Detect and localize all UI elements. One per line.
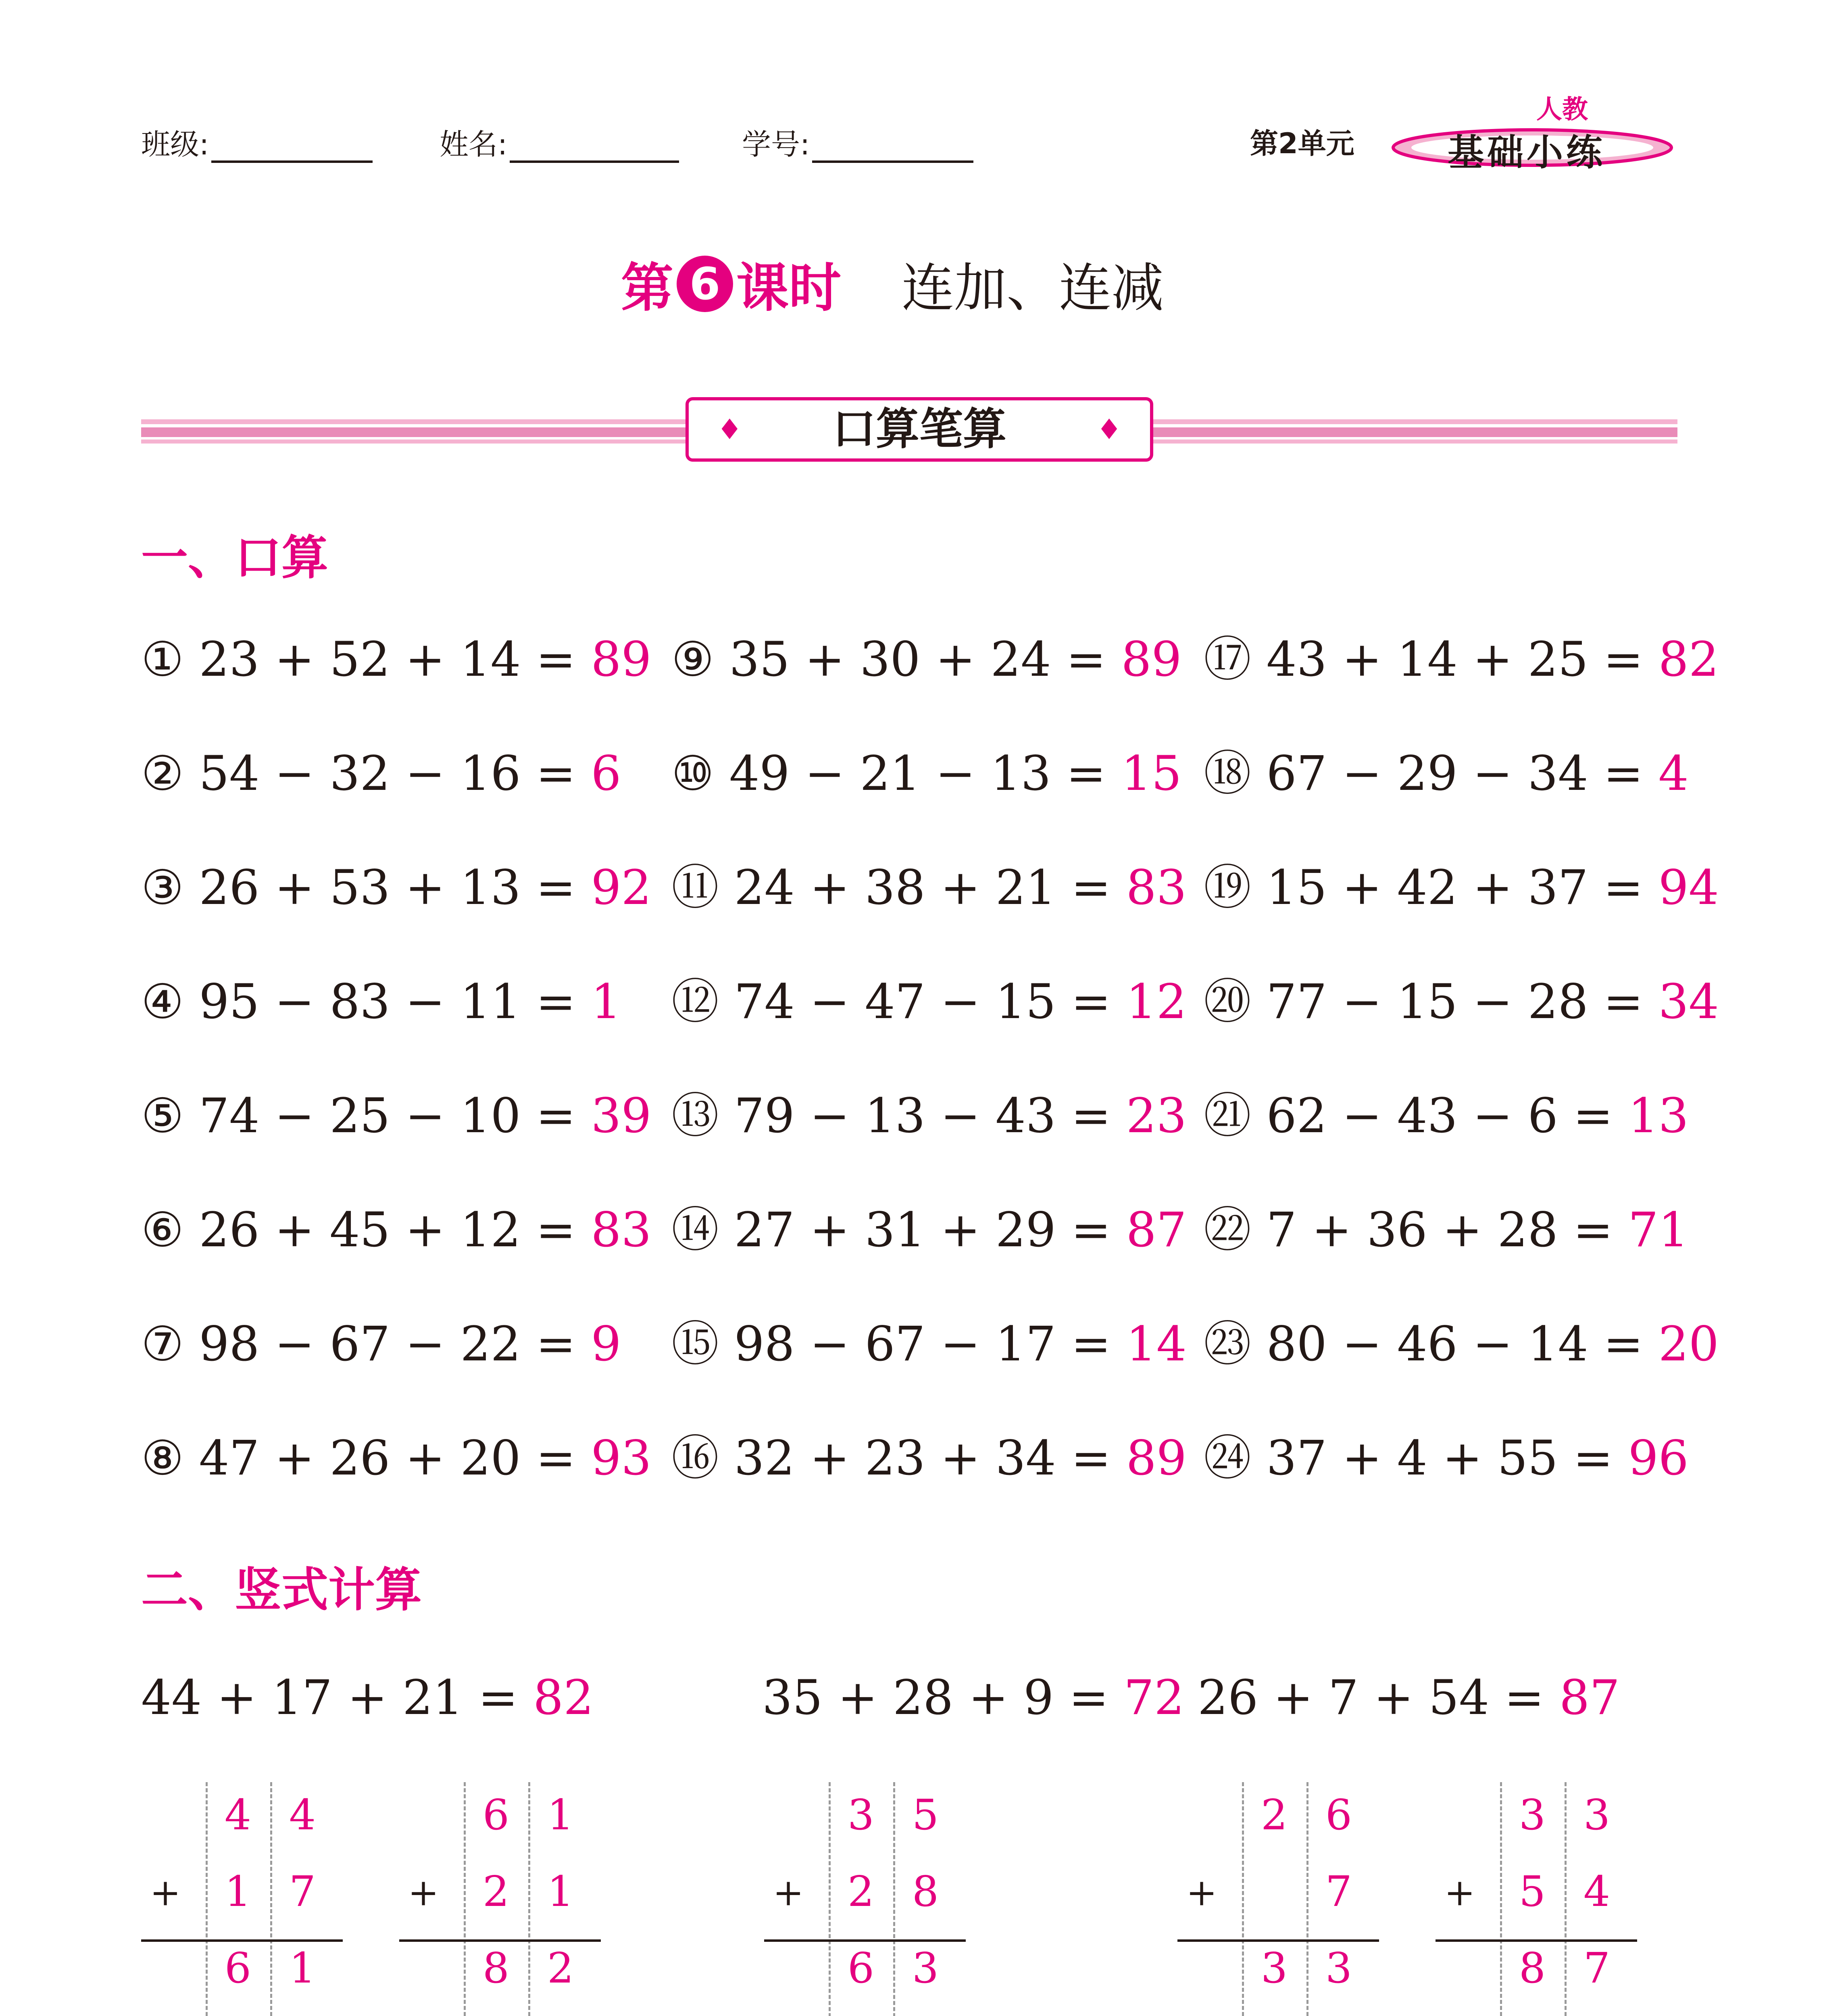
diamond-icon: ♦ <box>717 413 742 446</box>
vertical-digit: 6 <box>224 1943 252 1993</box>
vertical-digit: 2 <box>482 1867 510 1916</box>
problem-number: ⑭ <box>671 1202 719 1258</box>
problem-expression: 54 − 32 − 16 = <box>199 746 591 801</box>
plus-sign: + <box>1444 1871 1475 1914</box>
problem-answer: 13 <box>1628 1088 1689 1143</box>
problem-number: ㉒ <box>1204 1202 1252 1258</box>
vertical-digit: 1 <box>289 1943 316 1993</box>
oral-problem <box>141 1087 652 1144</box>
problem-answer: 9 <box>591 1316 621 1372</box>
section-written-title: 二、竖式计算 <box>141 1563 422 1617</box>
problem-number: ⑦ <box>141 1316 184 1372</box>
problem-number: ① <box>141 631 184 687</box>
class-field: 班级: <box>141 121 373 163</box>
problem-number: ⑧ <box>141 1430 184 1486</box>
vertical-digit: 7 <box>1325 1867 1352 1916</box>
plus-sign: + <box>150 1871 181 1914</box>
written-problem: 35 + 28 + 9 = 72 <box>762 1670 1185 1725</box>
problem-answer: 34 <box>1658 974 1719 1029</box>
vertical-digit: 6 <box>482 1790 510 1839</box>
problem-expression: 26 + 45 + 12 = <box>199 1202 591 1258</box>
problem-answer: 94 <box>1658 860 1719 915</box>
problem-number: ⑬ <box>671 1088 719 1143</box>
problem-answer: 14 <box>1126 1316 1187 1372</box>
oral-problem <box>141 1430 652 1486</box>
oral-problem <box>1204 973 1719 1030</box>
plus-sign: + <box>1186 1871 1217 1914</box>
written-problem: 44 + 17 + 21 = 82 <box>141 1670 594 1725</box>
name-field: 姓名: <box>440 121 679 163</box>
oral-problem <box>671 1430 1187 1486</box>
problem-answer: 93 <box>591 1430 652 1486</box>
problem-answer: 82 <box>1658 631 1719 687</box>
class-blank[interactable] <box>211 160 373 163</box>
problem-number: ㉑ <box>1204 1088 1252 1143</box>
section-oral-title: 一、口算 <box>141 531 328 585</box>
problem-answer: 92 <box>591 860 652 915</box>
problem-expression: 80 − 46 − 14 = <box>1266 1316 1658 1372</box>
vertical-digit: 8 <box>912 1867 939 1916</box>
problem-expression: 95 − 83 − 11 = <box>199 974 591 1029</box>
problem-expression: 77 − 15 − 28 = <box>1266 974 1658 1029</box>
problem-expression: 37 + 4 + 55 = <box>1266 1430 1628 1486</box>
problem-number: ㉓ <box>1204 1316 1252 1372</box>
id-field: 学号: <box>742 121 973 163</box>
oral-problem <box>1204 631 1719 687</box>
problem-expression: 23 + 52 + 14 = <box>199 631 591 687</box>
problem-number: ⑩ <box>671 746 714 801</box>
sum-line <box>399 1939 601 1942</box>
id-blank[interactable] <box>812 160 973 163</box>
written-problem: 26 + 7 + 54 = 87 <box>1198 1670 1620 1725</box>
lesson-number-badge: 6 <box>677 256 733 312</box>
vertical-digit: 3 <box>1325 1943 1352 1993</box>
vertical-digit: 3 <box>1583 1790 1611 1839</box>
vertical-digit: 1 <box>547 1867 574 1916</box>
vertical-digit: 5 <box>1519 1867 1546 1916</box>
problem-answer: 23 <box>1126 1088 1187 1143</box>
plus-sign: + <box>408 1871 439 1914</box>
problem-number: ⑮ <box>671 1316 719 1372</box>
vertical-digit: 4 <box>1583 1867 1611 1916</box>
problem-expression: 43 + 14 + 25 = <box>1266 631 1658 687</box>
sum-line <box>1177 1939 1379 1942</box>
vertical-digit: 7 <box>1583 1943 1611 1993</box>
problem-number: ② <box>141 746 184 801</box>
oral-problem <box>671 745 1182 802</box>
problem-answer: 83 <box>1126 860 1187 915</box>
problem-expression: 74 − 25 − 10 = <box>199 1088 591 1143</box>
problem-number: ④ <box>141 974 184 1029</box>
problem-number: ⑪ <box>671 860 719 915</box>
sum-line <box>141 1939 343 1942</box>
plus-sign: + <box>773 1871 804 1914</box>
vertical-digit: 8 <box>482 1943 510 1993</box>
problem-answer: 39 <box>591 1088 652 1143</box>
problem-number: ⑯ <box>671 1430 719 1486</box>
problem-number: ⑳ <box>1204 974 1252 1029</box>
banner-box <box>685 397 1153 462</box>
problem-number: ⑨ <box>671 631 714 687</box>
vertical-digit: 5 <box>912 1790 939 1839</box>
vertical-digit: 2 <box>547 1943 574 1993</box>
problem-expression: 49 − 21 − 13 = <box>729 746 1121 801</box>
unit-label: 第2单元 <box>1250 127 1354 160</box>
oral-problem <box>671 1087 1187 1144</box>
problem-expression: 32 + 23 + 34 = <box>734 1430 1126 1486</box>
oral-problem <box>1204 1087 1689 1144</box>
lesson-title: 第 6 课时 连加、连减 <box>621 246 1164 310</box>
problem-number: ⑰ <box>1204 631 1252 687</box>
problem-number: ③ <box>141 860 184 915</box>
vertical-digit: 2 <box>1261 1790 1288 1839</box>
oral-problem <box>671 973 1187 1030</box>
problem-expression: 15 + 42 + 37 = <box>1266 860 1658 915</box>
oral-problem <box>141 745 621 802</box>
brand-small: 人教 <box>1536 95 1588 125</box>
oral-problem <box>671 631 1182 687</box>
problem-answer: 6 <box>591 746 621 801</box>
oral-problem <box>671 1202 1187 1258</box>
problem-expression: 26 + 53 + 13 = <box>199 860 591 915</box>
problem-answer: 1 <box>591 974 621 1029</box>
vertical-digit: 6 <box>1325 1790 1352 1839</box>
problem-expression: 7 + 36 + 28 = <box>1266 1202 1628 1258</box>
problem-answer: 15 <box>1121 746 1182 801</box>
vertical-digit: 3 <box>912 1943 939 1993</box>
problem-expression: 67 − 29 − 34 = <box>1266 746 1658 801</box>
vertical-digit: 3 <box>847 1790 875 1839</box>
vertical-digit: 3 <box>1519 1790 1546 1839</box>
problem-expression: 98 − 67 − 22 = <box>199 1316 591 1372</box>
problem-number: ⑤ <box>141 1088 184 1143</box>
vertical-digit: 1 <box>224 1867 252 1916</box>
oral-problem <box>671 1316 1187 1372</box>
oral-problem <box>1204 1430 1689 1486</box>
name-blank[interactable] <box>510 160 679 163</box>
vertical-digit: 8 <box>1519 1943 1546 1993</box>
problem-expression: 35 + 30 + 24 = <box>729 631 1121 687</box>
problem-answer: 96 <box>1628 1430 1689 1486</box>
sum-line <box>764 1939 966 1942</box>
problem-number: ⑱ <box>1204 746 1252 801</box>
oral-problem <box>141 631 652 687</box>
oral-problem <box>141 973 621 1030</box>
problem-answer: 12 <box>1126 974 1187 1029</box>
problem-number: ㉔ <box>1204 1430 1252 1486</box>
brand-title: 基础小练 <box>1448 131 1606 174</box>
oral-problem <box>671 859 1187 916</box>
problem-answer: 20 <box>1658 1316 1719 1372</box>
oral-problem <box>141 1316 621 1372</box>
problem-expression: 79 − 13 − 43 = <box>734 1088 1126 1143</box>
vertical-digit: 4 <box>289 1790 316 1839</box>
vertical-digit: 7 <box>289 1867 316 1916</box>
vertical-digit: 1 <box>547 1790 574 1839</box>
vertical-digit: 6 <box>847 1943 875 1993</box>
problem-answer: 89 <box>1121 631 1182 687</box>
problem-expression: 98 − 67 − 17 = <box>734 1316 1126 1372</box>
oral-problem <box>141 1202 652 1258</box>
problem-expression: 27 + 31 + 29 = <box>734 1202 1126 1258</box>
diamond-icon: ♦ <box>1096 413 1122 446</box>
problem-answer: 71 <box>1628 1202 1689 1258</box>
problem-answer: 89 <box>591 631 652 687</box>
problem-expression: 74 − 47 − 15 = <box>734 974 1126 1029</box>
vertical-digit: 3 <box>1261 1943 1288 1993</box>
vertical-digit: 2 <box>847 1867 875 1916</box>
oral-problem <box>1204 745 1689 802</box>
oral-problem <box>141 859 652 916</box>
problem-answer: 83 <box>591 1202 652 1258</box>
problem-expression: 47 + 26 + 20 = <box>199 1430 591 1486</box>
problem-expression: 62 − 43 − 6 = <box>1266 1088 1628 1143</box>
oral-problem <box>1204 859 1719 916</box>
problem-expression: 24 + 38 + 21 = <box>734 860 1126 915</box>
banner-title: 口算笔算 <box>832 404 1006 454</box>
vertical-digit: 4 <box>224 1790 252 1839</box>
problem-number: ⑫ <box>671 974 719 1029</box>
problem-number: ⑥ <box>141 1202 184 1258</box>
problem-answer: 89 <box>1126 1430 1187 1486</box>
oral-problem <box>1204 1316 1719 1372</box>
problem-answer: 87 <box>1126 1202 1187 1258</box>
sum-line <box>1436 1939 1637 1942</box>
problem-number: ⑲ <box>1204 860 1252 915</box>
problem-answer: 4 <box>1658 746 1689 801</box>
brand-badge <box>1387 95 1677 174</box>
oral-problem <box>1204 1202 1689 1258</box>
